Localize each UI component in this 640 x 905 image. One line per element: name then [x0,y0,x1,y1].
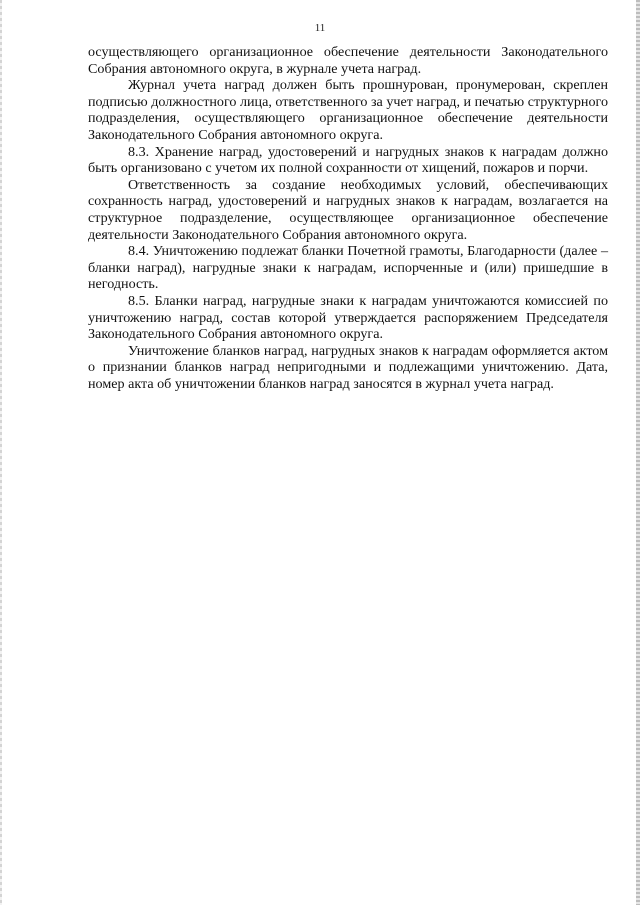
paragraph-journal-requirements: Журнал учета наград должен быть прошнурован, пронумерован, скреплен подписью должностного лица, ответственного за учет наград, и печатью структурного подразделения, осуществляющего организационное обеспечение деятельности Законодательного Собрания автономного округа. [88,77,608,143]
paragraph-destruction-act: Уничтожение бланков наград, нагрудных знаков к наградам оформляется актом о признании бланков наград непригодными и подлежащими уничтожению. Дата, номер акта об уничтожении бланков наград заносятся в журнал учета наград. [88,342,608,392]
scan-edge-right [636,0,640,905]
paragraph-8-3: 8.3. Хранение наград, удостоверений и нагрудных знаков к наградам должно быть организовано с учетом их полной сохранности от хищений, пожаров и порчи. [88,143,608,177]
paragraph-continuation: осуществляющего организационное обеспечение деятельности Законодательного Собрания автономного округа, в журнале учета наград. [88,44,608,77]
document-body [88,44,608,392]
scan-edge-left [0,0,2,905]
page-number: 11 [314,22,326,34]
paragraph-8-4: 8.4. Уничтожению подлежат бланки Почетной грамоты, Благодарности (далее – бланки наград), нагрудные знаки к наградам, испорченные и (или) пришедшие в негодность. [88,243,608,293]
paragraph-responsibility: Ответственность за создание необходимых условий, обеспечивающих сохранность наград, удостоверений и нагрудных знаков к наградам, возлагается на структурное подразделение, осуществляющее организационное обеспечение деятельности Законодательного Собрания автономного округа. [88,176,608,243]
paragraph-8-5: 8.5. Бланки наград, нагрудные знаки к наградам уничтожаются комиссией по уничтожению наград, состав которой утверждается распоряжением Председателя Законодательного Собрания автономного округа. [88,292,608,343]
